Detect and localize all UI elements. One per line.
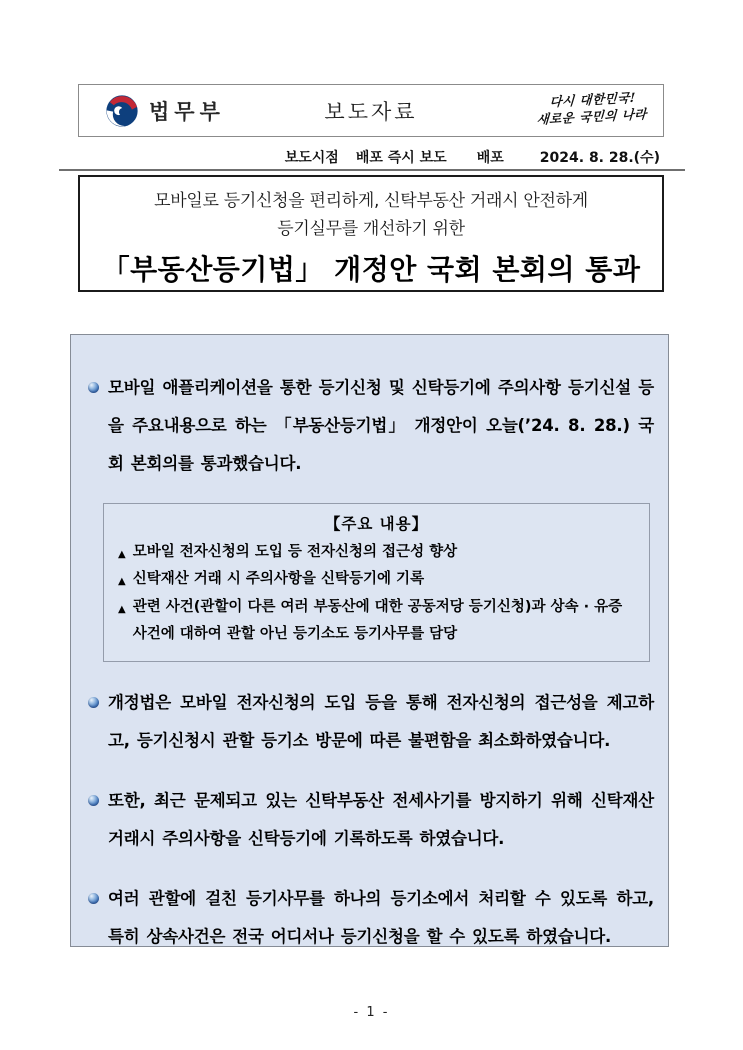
agency-name: 법무부 <box>149 99 225 124</box>
key-point-item <box>116 539 637 567</box>
bullet-icon <box>88 795 99 806</box>
press-meta-row <box>285 147 660 167</box>
paragraph-text: 개정법은 모바일 전자신청의 도입 등을 통해 전자신청의 접근성을 제고하고, 등기신청시 관할 등기소 방문에 따른 불편함을 최소화하였습니다. <box>108 693 654 750</box>
bullet-icon <box>88 382 99 393</box>
key-points-box <box>103 503 650 662</box>
triangle-marker-icon: ▲ <box>118 576 126 588</box>
paragraph-text: 또한, 최근 문제되고 있는 신탁부동산 전세사기를 방지하기 위해 신탁재산 거래시 주의사항을 신탁등기에 기록하도록 하였습니다. <box>108 790 654 848</box>
key-point-item <box>116 594 637 649</box>
bullet-icon <box>88 697 99 708</box>
slogan-line-2: 새로운 국민의 나라 <box>535 105 647 127</box>
paragraph-text: 모바일 애플리케이션을 통한 등기신청 및 신탁등기에 주의사항 등기신설 등을 주요내용으로 하는 「부동산등기법」 개정안이 오늘(’24. 8. 28.) 국회 본회의를 통과했습니다. <box>108 378 654 473</box>
key-point-text: 신탁재산 거래 시 주의사항을 신탁등기에 기록 <box>132 571 425 588</box>
bullet-icon <box>88 893 99 904</box>
key-point-text: 관련 사건(관할이 다른 여러 부동산에 대한 공동저당 등기신청)과 상속 · 유증 사건에 대하여 관할 아닌 등기소도 등기사무를 담당 <box>132 598 623 643</box>
paragraph <box>85 782 654 858</box>
subtitle-line-2: 등기실무를 개선하기 위한 <box>277 218 465 239</box>
government-slogan <box>536 89 648 129</box>
paragraph <box>85 369 654 483</box>
triangle-marker-icon: ▲ <box>118 548 126 560</box>
paragraph-text: 여러 관할에 걸친 등기사무를 하나의 등기소에서 처리할 수 있도록 하고, 특히 상속사건은 전국 어디서나 등기신청을 할 수 있도록 하였습니다. <box>108 888 654 946</box>
page-number: - 1 - <box>353 1005 390 1020</box>
key-point-item <box>116 566 637 594</box>
header-divider <box>59 169 685 171</box>
key-point-text: 모바일 전자신청의 도입 등 전자신청의 접근성 향상 <box>132 543 458 560</box>
distribution-date: 2024. 8. 28.(수) <box>539 150 660 166</box>
content-box <box>70 334 669 947</box>
subtitle-line-1: 모바일로 등기신청을 편리하게, 신탁부동산 거래시 안전하게 <box>154 191 588 211</box>
release-timing-value: 배포 즉시 보도 <box>355 150 447 166</box>
paragraph <box>85 684 654 760</box>
main-title: 「부동산등기법」 개정안 국회 본회의 통과 <box>101 253 641 287</box>
paragraph <box>85 880 654 956</box>
header-box <box>78 84 664 137</box>
key-points-title: 【주요 내용】 <box>324 514 429 533</box>
title-box <box>78 175 664 292</box>
distribution-label: 배포 <box>476 150 504 166</box>
slogan-line-1: 다시 대한민국! <box>548 89 636 110</box>
release-timing-label: 보도시점 <box>284 150 339 166</box>
triangle-marker-icon: ▲ <box>118 603 126 615</box>
doc-type-title: 보도자료 <box>324 99 418 124</box>
